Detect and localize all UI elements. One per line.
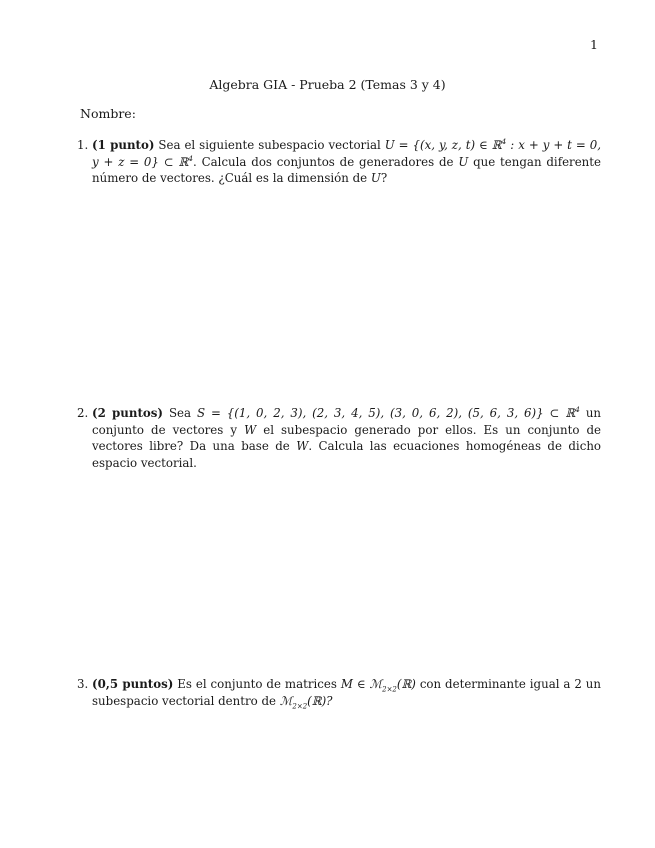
problem-body: [92, 137, 601, 187]
problem-points: (0,5 puntos): [92, 677, 174, 691]
exam-title: Algebra GIA - Prueba 2 (Temas 3 y 4): [209, 77, 446, 92]
math-set-s: S = {(1, 0, 2, 3), (2, 3, 4, 5), (3, 0, 6, 2), (5, 6, 3, 6)} ⊂ ℝ$^4$: [196, 405, 580, 420]
problem-text: Sea: [168, 406, 192, 420]
problem-number: 2.: [77, 406, 89, 420]
problem-body: [92, 676, 601, 709]
problem-text: . Calcula las ecuaciones homogéneas de dicho espacio vectorial.: [92, 439, 602, 470]
problem-text: . Calcula dos conjuntos de generadores de: [193, 154, 454, 169]
page-number: 1: [590, 37, 598, 52]
math-var-w: W: [244, 422, 257, 437]
math-var-w: W: [296, 439, 309, 453]
name-label: Nombre:: [80, 106, 136, 121]
problem-text: el subespacio generado por ellos. Es un conjunto de vectores libre? Da una base de: [92, 422, 602, 453]
math-matrix-set: M ∈ ℳ$_{2\times 2}$(ℝ): [340, 677, 416, 694]
problem-text: Sea el siguiente subespacio vectorial: [158, 138, 381, 152]
problem-points: (1 punto): [92, 138, 155, 152]
problem-3: [77, 676, 601, 709]
problem-body: [92, 405, 601, 471]
problem-number: 1.: [77, 138, 89, 152]
problem-1: [77, 137, 601, 187]
math-matrix-space: ℳ$_{2\times 2}$(ℝ)?: [279, 693, 333, 710]
problem-number: 3.: [77, 677, 89, 691]
problem-text: Es el conjunto de matrices: [177, 677, 337, 691]
problem-2: [77, 405, 601, 471]
problem-text: un conjunto de vectores y: [92, 406, 602, 437]
problem-text: que tengan diferente número de vectores. ¿Cuál es la dimensión de: [92, 154, 601, 185]
problem-text: con determinante igual a 2 un subespacio vectorial dentro de: [92, 677, 602, 708]
math-set-u: U = {(x, y, z, t) ∈ ℝ$^4$ : x + y + t = 0, y + z = 0} ⊂ ℝ$^4$: [92, 137, 601, 169]
math-var-u: U: [458, 154, 469, 169]
problem-text: ?: [380, 171, 388, 185]
problem-points: (2 puntos): [92, 406, 164, 420]
math-var-u: U: [370, 171, 381, 185]
